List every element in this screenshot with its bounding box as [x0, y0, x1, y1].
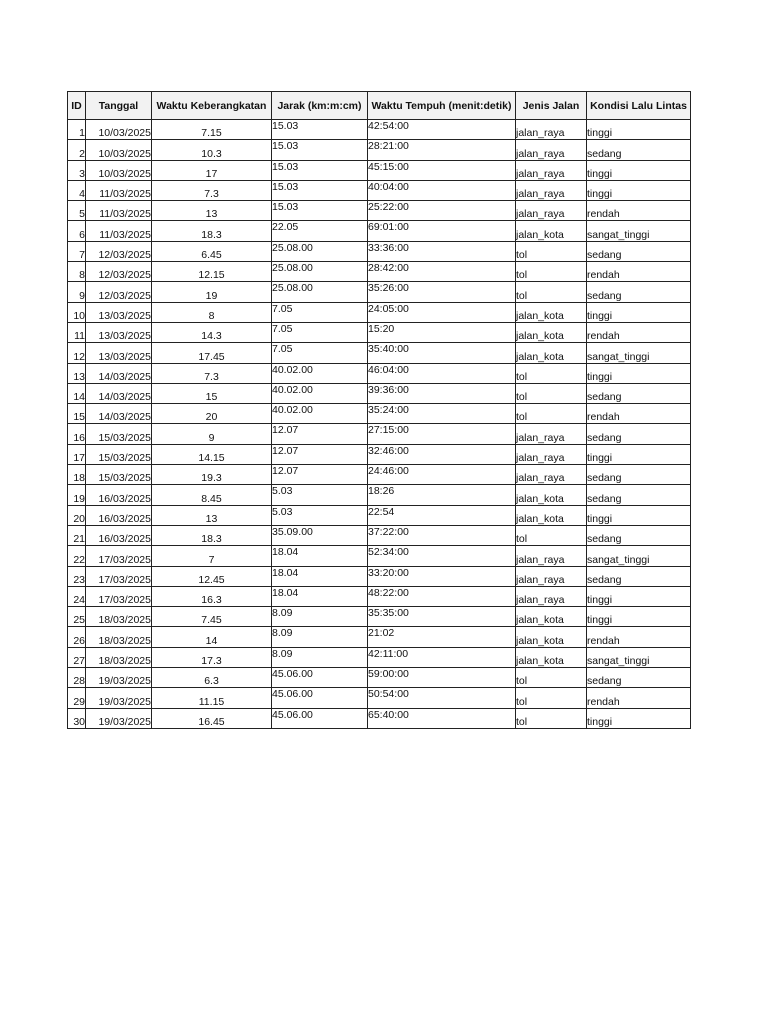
cell-id[interactable]: 13: [68, 363, 86, 383]
cell-jarak[interactable]: 12.07: [272, 465, 368, 485]
cell-tanggal[interactable]: 12/03/2025: [86, 241, 152, 261]
table-row: [68, 302, 691, 322]
cell-waktu-tempuh[interactable]: 35:24:00: [368, 404, 516, 424]
cell-waktu-keberangkatan[interactable]: 8: [152, 302, 272, 322]
cell-jarak[interactable]: 45.06.00: [272, 708, 368, 728]
table-body: [68, 120, 691, 729]
table-row: [68, 607, 691, 627]
cell-tanggal[interactable]: 17/03/2025: [86, 566, 152, 586]
cell-tanggal[interactable]: 14/03/2025: [86, 404, 152, 424]
cell-waktu-tempuh[interactable]: 24:46:00: [368, 465, 516, 485]
cell-kondisi-lalu-lintas[interactable]: sangat_tinggi: [587, 221, 691, 241]
cell-jarak[interactable]: 25.08.00: [272, 241, 368, 261]
cell-waktu-keberangkatan[interactable]: 13: [152, 201, 272, 221]
cell-jenis-jalan[interactable]: jalan_kota: [516, 322, 587, 342]
cell-jenis-jalan[interactable]: jalan_raya: [516, 120, 587, 140]
cell-jarak[interactable]: 8.09: [272, 607, 368, 627]
cell-waktu-keberangkatan[interactable]: 7.3: [152, 180, 272, 200]
cell-waktu-keberangkatan[interactable]: 7: [152, 546, 272, 566]
table-row: [68, 525, 691, 545]
cell-kondisi-lalu-lintas[interactable]: tinggi: [587, 586, 691, 606]
cell-jarak[interactable]: 18.04: [272, 566, 368, 586]
cell-waktu-tempuh[interactable]: 21:02: [368, 627, 516, 647]
cell-jarak[interactable]: 40.02.00: [272, 383, 368, 403]
cell-waktu-keberangkatan[interactable]: 7.15: [152, 120, 272, 140]
cell-jenis-jalan[interactable]: tol: [516, 708, 587, 728]
cell-tanggal[interactable]: 10/03/2025: [86, 160, 152, 180]
table-row: [68, 708, 691, 728]
cell-kondisi-lalu-lintas[interactable]: tinggi: [587, 120, 691, 140]
cell-jarak[interactable]: 8.09: [272, 627, 368, 647]
cell-waktu-tempuh[interactable]: 18:26: [368, 485, 516, 505]
cell-kondisi-lalu-lintas[interactable]: rendah: [587, 262, 691, 282]
table-row: [68, 120, 691, 140]
cell-waktu-keberangkatan[interactable]: 19.3: [152, 465, 272, 485]
table-row: [68, 444, 691, 464]
cell-jarak[interactable]: 15.03: [272, 120, 368, 140]
table-row: [68, 160, 691, 180]
cell-tanggal[interactable]: 16/03/2025: [86, 505, 152, 525]
cell-jenis-jalan[interactable]: jalan_kota: [516, 505, 587, 525]
cell-kondisi-lalu-lintas[interactable]: sedang: [587, 465, 691, 485]
cell-kondisi-lalu-lintas[interactable]: tinggi: [587, 505, 691, 525]
cell-jenis-jalan[interactable]: tol: [516, 241, 587, 261]
cell-jenis-jalan[interactable]: jalan_raya: [516, 586, 587, 606]
cell-tanggal[interactable]: 19/03/2025: [86, 688, 152, 708]
cell-tanggal[interactable]: 15/03/2025: [86, 465, 152, 485]
cell-jarak[interactable]: 15.03: [272, 201, 368, 221]
cell-waktu-keberangkatan[interactable]: 16.3: [152, 586, 272, 606]
cell-id[interactable]: 19: [68, 485, 86, 505]
cell-waktu-tempuh[interactable]: 40:04:00: [368, 180, 516, 200]
cell-tanggal[interactable]: 19/03/2025: [86, 708, 152, 728]
cell-waktu-tempuh[interactable]: 37:22:00: [368, 525, 516, 545]
cell-tanggal[interactable]: 14/03/2025: [86, 383, 152, 403]
cell-kondisi-lalu-lintas[interactable]: sedang: [587, 668, 691, 688]
cell-waktu-keberangkatan[interactable]: 17.45: [152, 343, 272, 363]
cell-id[interactable]: 29: [68, 688, 86, 708]
cell-waktu-keberangkatan[interactable]: 11.15: [152, 688, 272, 708]
cell-jarak[interactable]: 12.07: [272, 424, 368, 444]
cell-waktu-keberangkatan[interactable]: 20: [152, 404, 272, 424]
cell-jenis-jalan[interactable]: jalan_raya: [516, 566, 587, 586]
cell-id[interactable]: 27: [68, 647, 86, 667]
table-row: [68, 627, 691, 647]
cell-kondisi-lalu-lintas[interactable]: tinggi: [587, 708, 691, 728]
cell-kondisi-lalu-lintas[interactable]: rendah: [587, 201, 691, 221]
table-row: [68, 668, 691, 688]
cell-waktu-keberangkatan[interactable]: 18.3: [152, 525, 272, 545]
cell-jarak[interactable]: 35.09.00: [272, 525, 368, 545]
table-row: [68, 424, 691, 444]
header-waktu-tempuh[interactable]: Waktu Tempuh (menit:detik): [368, 92, 516, 120]
cell-waktu-tempuh[interactable]: 32:46:00: [368, 444, 516, 464]
cell-kondisi-lalu-lintas[interactable]: sangat_tinggi: [587, 647, 691, 667]
cell-id[interactable]: 7: [68, 241, 86, 261]
cell-kondisi-lalu-lintas[interactable]: sedang: [587, 140, 691, 160]
cell-waktu-keberangkatan[interactable]: 14.15: [152, 444, 272, 464]
cell-jarak[interactable]: 18.04: [272, 586, 368, 606]
cell-jenis-jalan[interactable]: jalan_kota: [516, 343, 587, 363]
cell-kondisi-lalu-lintas[interactable]: rendah: [587, 688, 691, 708]
cell-tanggal[interactable]: 12/03/2025: [86, 282, 152, 302]
cell-jarak[interactable]: 18.04: [272, 546, 368, 566]
header-tanggal[interactable]: Tanggal: [86, 92, 152, 120]
header-kondisi-lalu-lintas[interactable]: Kondisi Lalu Lintas: [587, 92, 691, 120]
cell-jarak[interactable]: 25.08.00: [272, 282, 368, 302]
cell-jenis-jalan[interactable]: tol: [516, 262, 587, 282]
cell-jarak[interactable]: 45.06.00: [272, 668, 368, 688]
cell-jarak[interactable]: 15.03: [272, 140, 368, 160]
cell-id[interactable]: 2: [68, 140, 86, 160]
cell-waktu-tempuh[interactable]: 69:01:00: [368, 221, 516, 241]
table-row: [68, 647, 691, 667]
cell-jenis-jalan[interactable]: jalan_raya: [516, 465, 587, 485]
cell-tanggal[interactable]: 17/03/2025: [86, 586, 152, 606]
cell-jenis-jalan[interactable]: tol: [516, 282, 587, 302]
cell-jenis-jalan[interactable]: jalan_kota: [516, 627, 587, 647]
cell-kondisi-lalu-lintas[interactable]: sedang: [587, 566, 691, 586]
cell-waktu-tempuh[interactable]: 39:36:00: [368, 383, 516, 403]
cell-waktu-keberangkatan[interactable]: 10.3: [152, 140, 272, 160]
cell-jenis-jalan[interactable]: jalan_raya: [516, 140, 587, 160]
cell-kondisi-lalu-lintas[interactable]: rendah: [587, 404, 691, 424]
cell-id[interactable]: 24: [68, 586, 86, 606]
cell-jarak[interactable]: 22.05: [272, 221, 368, 241]
cell-waktu-keberangkatan[interactable]: 6.45: [152, 241, 272, 261]
table-row: [68, 465, 691, 485]
cell-jarak[interactable]: 5.03: [272, 505, 368, 525]
cell-jarak[interactable]: 40.02.00: [272, 363, 368, 383]
table-row: [68, 404, 691, 424]
cell-kondisi-lalu-lintas[interactable]: tinggi: [587, 160, 691, 180]
cell-id[interactable]: 1: [68, 120, 86, 140]
cell-kondisi-lalu-lintas[interactable]: rendah: [587, 322, 691, 342]
cell-kondisi-lalu-lintas[interactable]: sedang: [587, 383, 691, 403]
cell-jarak[interactable]: 5.03: [272, 485, 368, 505]
cell-waktu-keberangkatan[interactable]: 9: [152, 424, 272, 444]
cell-kondisi-lalu-lintas[interactable]: tinggi: [587, 363, 691, 383]
cell-jenis-jalan[interactable]: tol: [516, 688, 587, 708]
cell-jenis-jalan[interactable]: jalan_kota: [516, 607, 587, 627]
table-row: [68, 363, 691, 383]
cell-tanggal[interactable]: 14/03/2025: [86, 363, 152, 383]
table-row: [68, 383, 691, 403]
cell-tanggal[interactable]: 15/03/2025: [86, 424, 152, 444]
table-row: [68, 343, 691, 363]
cell-kondisi-lalu-lintas[interactable]: sedang: [587, 241, 691, 261]
cell-kondisi-lalu-lintas[interactable]: sangat_tinggi: [587, 343, 691, 363]
cell-waktu-keberangkatan[interactable]: 7.3: [152, 363, 272, 383]
cell-tanggal[interactable]: 18/03/2025: [86, 627, 152, 647]
cell-tanggal[interactable]: 13/03/2025: [86, 343, 152, 363]
cell-waktu-tempuh[interactable]: 46:04:00: [368, 363, 516, 383]
cell-id[interactable]: 30: [68, 708, 86, 728]
cell-tanggal[interactable]: 18/03/2025: [86, 607, 152, 627]
cell-jenis-jalan[interactable]: tol: [516, 363, 587, 383]
cell-jarak[interactable]: 45.06.00: [272, 688, 368, 708]
cell-tanggal[interactable]: 16/03/2025: [86, 485, 152, 505]
cell-tanggal[interactable]: 17/03/2025: [86, 546, 152, 566]
cell-kondisi-lalu-lintas[interactable]: sedang: [587, 485, 691, 505]
cell-waktu-keberangkatan[interactable]: 18.3: [152, 221, 272, 241]
cell-jarak[interactable]: 7.05: [272, 322, 368, 342]
cell-waktu-keberangkatan[interactable]: 17.3: [152, 647, 272, 667]
cell-jenis-jalan[interactable]: jalan_raya: [516, 444, 587, 464]
cell-id[interactable]: 28: [68, 668, 86, 688]
cell-waktu-tempuh[interactable]: 35:40:00: [368, 343, 516, 363]
cell-id[interactable]: 8: [68, 262, 86, 282]
cell-jarak[interactable]: 15.03: [272, 160, 368, 180]
table-row: [68, 282, 691, 302]
cell-jenis-jalan[interactable]: tol: [516, 404, 587, 424]
cell-id[interactable]: 15: [68, 404, 86, 424]
cell-waktu-tempuh[interactable]: 33:20:00: [368, 566, 516, 586]
cell-jenis-jalan[interactable]: jalan_kota: [516, 221, 587, 241]
cell-waktu-keberangkatan[interactable]: 17: [152, 160, 272, 180]
table-row: [68, 566, 691, 586]
cell-waktu-tempuh[interactable]: 59:00:00: [368, 668, 516, 688]
cell-waktu-tempuh[interactable]: 33:36:00: [368, 241, 516, 261]
cell-jarak[interactable]: 40.02.00: [272, 404, 368, 424]
cell-jenis-jalan[interactable]: jalan_raya: [516, 424, 587, 444]
cell-tanggal[interactable]: 12/03/2025: [86, 262, 152, 282]
cell-waktu-tempuh[interactable]: 25:22:00: [368, 201, 516, 221]
cell-waktu-keberangkatan[interactable]: 12.45: [152, 566, 272, 586]
cell-jarak[interactable]: 25.08.00: [272, 262, 368, 282]
cell-id[interactable]: 26: [68, 627, 86, 647]
cell-kondisi-lalu-lintas[interactable]: sedang: [587, 282, 691, 302]
cell-waktu-tempuh[interactable]: 42:11:00: [368, 647, 516, 667]
cell-id[interactable]: 23: [68, 566, 86, 586]
cell-id[interactable]: 5: [68, 201, 86, 221]
cell-waktu-tempuh[interactable]: 24:05:00: [368, 302, 516, 322]
cell-tanggal[interactable]: 19/03/2025: [86, 668, 152, 688]
cell-tanggal[interactable]: 18/03/2025: [86, 647, 152, 667]
cell-tanggal[interactable]: 11/03/2025: [86, 180, 152, 200]
cell-id[interactable]: 18: [68, 465, 86, 485]
table-row: [68, 586, 691, 606]
cell-waktu-tempuh[interactable]: 50:54:00: [368, 688, 516, 708]
cell-id[interactable]: 22: [68, 546, 86, 566]
cell-waktu-tempuh[interactable]: 15:20: [368, 322, 516, 342]
cell-kondisi-lalu-lintas[interactable]: tinggi: [587, 607, 691, 627]
cell-id[interactable]: 11: [68, 322, 86, 342]
cell-jarak[interactable]: 7.05: [272, 343, 368, 363]
cell-id[interactable]: 21: [68, 525, 86, 545]
cell-jenis-jalan[interactable]: jalan_kota: [516, 485, 587, 505]
cell-id[interactable]: 17: [68, 444, 86, 464]
table-row: [68, 241, 691, 261]
cell-waktu-tempuh[interactable]: 28:42:00: [368, 262, 516, 282]
cell-id[interactable]: 6: [68, 221, 86, 241]
cell-waktu-keberangkatan[interactable]: 15: [152, 383, 272, 403]
cell-jenis-jalan[interactable]: jalan_raya: [516, 180, 587, 200]
cell-id[interactable]: 4: [68, 180, 86, 200]
cell-waktu-keberangkatan[interactable]: 19: [152, 282, 272, 302]
cell-waktu-tempuh[interactable]: 45:15:00: [368, 160, 516, 180]
cell-tanggal[interactable]: 15/03/2025: [86, 444, 152, 464]
cell-tanggal[interactable]: 11/03/2025: [86, 201, 152, 221]
cell-kondisi-lalu-lintas[interactable]: tinggi: [587, 302, 691, 322]
header-row: [68, 92, 691, 120]
cell-tanggal[interactable]: 10/03/2025: [86, 140, 152, 160]
cell-waktu-tempuh[interactable]: 35:35:00: [368, 607, 516, 627]
cell-jenis-jalan[interactable]: jalan_kota: [516, 302, 587, 322]
table-row: [68, 505, 691, 525]
cell-jenis-jalan[interactable]: jalan_raya: [516, 201, 587, 221]
cell-jenis-jalan[interactable]: jalan_kota: [516, 647, 587, 667]
cell-jenis-jalan[interactable]: tol: [516, 525, 587, 545]
cell-kondisi-lalu-lintas[interactable]: sedang: [587, 525, 691, 545]
cell-kondisi-lalu-lintas[interactable]: rendah: [587, 627, 691, 647]
cell-tanggal[interactable]: 13/03/2025: [86, 322, 152, 342]
cell-waktu-tempuh[interactable]: 42:54:00: [368, 120, 516, 140]
table-row: [68, 688, 691, 708]
cell-id[interactable]: 10: [68, 302, 86, 322]
cell-waktu-keberangkatan[interactable]: 13: [152, 505, 272, 525]
cell-waktu-tempuh[interactable]: 52:34:00: [368, 546, 516, 566]
cell-jenis-jalan[interactable]: jalan_raya: [516, 160, 587, 180]
cell-jenis-jalan[interactable]: tol: [516, 668, 587, 688]
table-row: [68, 201, 691, 221]
cell-tanggal[interactable]: 10/03/2025: [86, 120, 152, 140]
header-waktu-keberangkatan[interactable]: Waktu Keberangkatan: [152, 92, 272, 120]
cell-tanggal[interactable]: 11/03/2025: [86, 221, 152, 241]
cell-kondisi-lalu-lintas[interactable]: tinggi: [587, 180, 691, 200]
cell-id[interactable]: 20: [68, 505, 86, 525]
cell-waktu-tempuh[interactable]: 28:21:00: [368, 140, 516, 160]
cell-waktu-keberangkatan[interactable]: 14: [152, 627, 272, 647]
cell-jarak[interactable]: 15.03: [272, 180, 368, 200]
cell-waktu-keberangkatan[interactable]: 6.3: [152, 668, 272, 688]
cell-tanggal[interactable]: 13/03/2025: [86, 302, 152, 322]
cell-id[interactable]: 25: [68, 607, 86, 627]
header-jarak[interactable]: Jarak (km:m:cm): [272, 92, 368, 120]
table-row: [68, 485, 691, 505]
cell-id[interactable]: 14: [68, 383, 86, 403]
cell-jenis-jalan[interactable]: tol: [516, 383, 587, 403]
cell-waktu-tempuh[interactable]: 48:22:00: [368, 586, 516, 606]
table-row: [68, 546, 691, 566]
table-row: [68, 221, 691, 241]
cell-waktu-keberangkatan[interactable]: 16.45: [152, 708, 272, 728]
header-jenis-jalan[interactable]: Jenis Jalan: [516, 92, 587, 120]
cell-kondisi-lalu-lintas[interactable]: sangat_tinggi: [587, 546, 691, 566]
cell-jarak[interactable]: 12.07: [272, 444, 368, 464]
cell-id[interactable]: 3: [68, 160, 86, 180]
cell-id[interactable]: 16: [68, 424, 86, 444]
spreadsheet-sheet: [67, 91, 691, 729]
cell-waktu-keberangkatan[interactable]: 8.45: [152, 485, 272, 505]
header-id[interactable]: ID: [68, 92, 86, 120]
data-table: [67, 91, 691, 729]
cell-waktu-tempuh[interactable]: 22:54: [368, 505, 516, 525]
cell-kondisi-lalu-lintas[interactable]: sedang: [587, 424, 691, 444]
table-row: [68, 180, 691, 200]
cell-kondisi-lalu-lintas[interactable]: tinggi: [587, 444, 691, 464]
cell-waktu-tempuh[interactable]: 27:15:00: [368, 424, 516, 444]
cell-waktu-keberangkatan[interactable]: 12.15: [152, 262, 272, 282]
cell-tanggal[interactable]: 16/03/2025: [86, 525, 152, 545]
cell-id[interactable]: 12: [68, 343, 86, 363]
cell-waktu-keberangkatan[interactable]: 14.3: [152, 322, 272, 342]
table-row: [68, 322, 691, 342]
cell-waktu-tempuh[interactable]: 65:40:00: [368, 708, 516, 728]
cell-id[interactable]: 9: [68, 282, 86, 302]
table-row: [68, 262, 691, 282]
cell-waktu-tempuh[interactable]: 35:26:00: [368, 282, 516, 302]
table-row: [68, 140, 691, 160]
cell-jarak[interactable]: 8.09: [272, 647, 368, 667]
cell-jenis-jalan[interactable]: jalan_raya: [516, 546, 587, 566]
cell-jarak[interactable]: 7.05: [272, 302, 368, 322]
cell-waktu-keberangkatan[interactable]: 7.45: [152, 607, 272, 627]
